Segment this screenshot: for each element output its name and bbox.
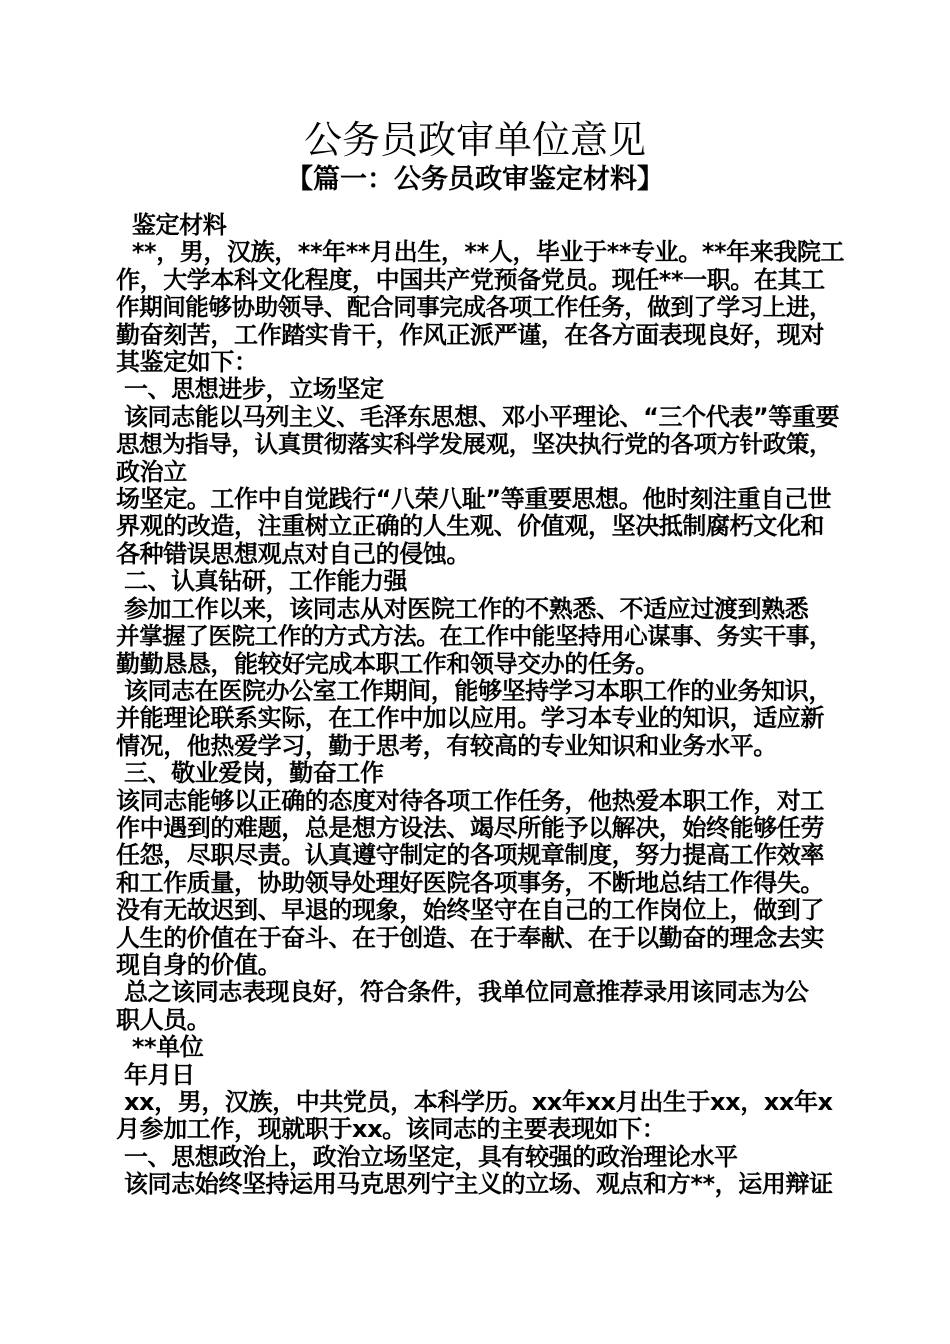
body-line: 和工作质量，协助领导处理好医院各项事务，不断地总结工作得失。 bbox=[116, 868, 824, 897]
body-line: 月参加工作，现就职于xx。该同志的主要表现如下： bbox=[116, 1115, 666, 1144]
body-line: 各种错误思想观点对自己的侵蚀。 bbox=[116, 539, 470, 568]
body-line: 任怨，尽职尽责。认真遵守制定的各项规章制度，努力提高工作效率 bbox=[116, 841, 824, 870]
body-line: 一、思想进步，立场坚定 bbox=[116, 375, 384, 404]
body-line: 并掌握了医院工作的方式方法。在工作中能坚持用心谋事、务实干事， bbox=[116, 622, 833, 651]
body-line: 该同志在医院办公室工作期间，能够坚持学习本职工作的业务知识， bbox=[116, 676, 832, 705]
body-line: 人生的价值在于奋斗、在于创造、在于奉献、在于以勤奋的理念去实 bbox=[116, 923, 824, 952]
document-body bbox=[116, 212, 844, 1199]
body-line: 总之该同志表现良好，符合条件，我单位同意推荐录用该同志为公 bbox=[116, 978, 809, 1007]
body-line: 勤勤恳恳，能较好完成本职工作和领导交办的任务。 bbox=[116, 649, 659, 678]
body-line: 该同志始终坚持运用马克思列宁主义的立场、观点和方**，运用辩证 bbox=[116, 1170, 833, 1199]
body-line: 并能理论联系实际，在工作中加以应用。学习本专业的知识，适应新 bbox=[116, 704, 824, 733]
body-line: 没有无故迟到、早退的现象，始终坚守在自己的工作岗位上，做到了 bbox=[116, 896, 824, 925]
body-line: 鉴定材料 bbox=[116, 211, 227, 239]
body-line: xx，男，汉族，中共党员，本科学历。xx年xx月出生于xx，xx年x bbox=[116, 1088, 833, 1116]
body-line: 参加工作以来，该同志从对医院工作的不熟悉、不适应过渡到熟悉 bbox=[116, 594, 809, 623]
body-line: 一、思想政治上，政治立场坚定，具有较强的政治理论水平 bbox=[116, 1142, 738, 1171]
body-line: **，男，汉族，**年**月出生，**人，毕业于**专业。**年来我院工 bbox=[116, 238, 845, 267]
body-line: 该同志能够以正确的态度对待各项工作任务，他热爱本职工作，对工 bbox=[116, 786, 824, 815]
body-line: 政治立 bbox=[116, 457, 187, 486]
body-line: 作，大学本科文化程度，中国共产党预备党员。现任**一职。在其工 bbox=[116, 265, 825, 294]
body-line: 三、敬业爱岗，勤奋工作 bbox=[116, 759, 384, 788]
body-line: 思想为指导，认真贯彻落实科学发展观，坚决执行党的各项方针政策， bbox=[116, 430, 833, 459]
body-line: 二、认真钻研，工作能力强 bbox=[116, 567, 408, 596]
body-line: 界观的改造，注重树立正确的人生观、价值观，坚决抵制腐朽文化和 bbox=[116, 512, 824, 541]
body-line: 情况，他热爱学习，勤于思考，有较高的专业知识和业务水平。 bbox=[116, 731, 777, 760]
body-line: 该同志能以马列主义、毛泽东思想、邓小平理论、“三个代表”等重要 bbox=[116, 402, 840, 431]
document-title: 公务员政审单位意见 bbox=[303, 118, 646, 162]
body-line: 年月日 bbox=[116, 1060, 195, 1089]
body-line: 作中遇到的难题，总是想方设法、竭尽所能予以解决，始终能够任劳 bbox=[116, 813, 824, 842]
body-line: 职人员。 bbox=[116, 1005, 211, 1034]
document-subtitle: 【篇一：公务员政审鉴定材料】 bbox=[286, 164, 664, 195]
body-line: 作期间能够协助领导、配合同事完成各项工作任务，做到了学习上进， bbox=[116, 293, 833, 322]
body-line: 现自身的价值。 bbox=[116, 950, 282, 979]
body-line: 其鉴定如下： bbox=[116, 348, 258, 377]
body-line: 场坚定。工作中自觉践行“八荣八耻”等重要思想。他时刻注重自己世 bbox=[116, 485, 832, 514]
body-line: **单位 bbox=[116, 1033, 204, 1062]
body-line: 勤奋刻苦，工作踏实肯干，作风正派严谨，在各方面表现良好，现对 bbox=[116, 320, 824, 349]
